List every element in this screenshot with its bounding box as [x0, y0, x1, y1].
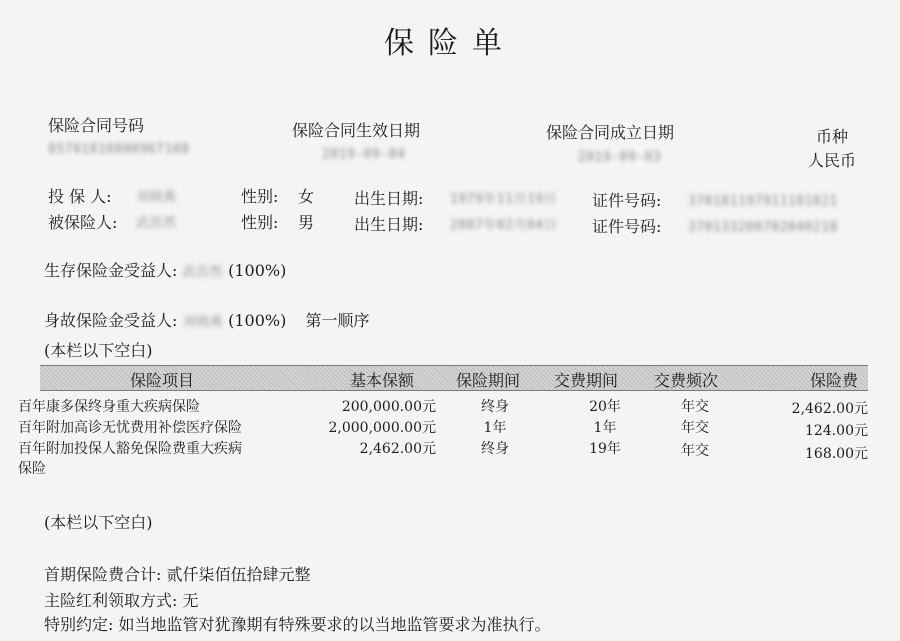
header-item: 保险项目	[130, 371, 195, 390]
special-agreement	[44, 612, 551, 635]
header-amount: 基本保额	[350, 371, 415, 390]
death-beneficiary-label: 身故保险金受益人:	[44, 311, 178, 330]
blank-note-bottom: (本栏以下空白)	[44, 513, 153, 532]
established-date-value: 2019-09-03	[578, 150, 662, 165]
row3-premium: 168.00元	[805, 446, 868, 462]
row3-item: 百年附加投保人豁免保险费重大疾病	[18, 441, 242, 457]
row2-amount: 2,000,000.00元	[328, 420, 436, 436]
header-premium: 保险费	[810, 371, 859, 390]
row2-period: 1年	[483, 420, 507, 436]
established-date-label: 保险合同成立日期	[546, 123, 675, 142]
insured-dob-label: 出生日期:	[354, 215, 424, 234]
insured-id-label: 证件号码:	[592, 217, 662, 236]
contract-number-value: 8570181080096T108	[48, 142, 190, 157]
row3-frequency: 年交	[681, 443, 709, 459]
header-period: 保险期间	[456, 371, 521, 390]
applicant-name: 刘晓燕	[136, 190, 177, 205]
applicant-id-label: 证件号码:	[592, 191, 662, 210]
row1-period: 终身	[481, 399, 509, 415]
first-premium-value: 贰仟柒佰伍拾肆元整	[166, 565, 311, 584]
row1-premium: 2,462.00元	[791, 401, 868, 417]
effective-date-value: 2019-09-04	[322, 147, 406, 162]
survival-beneficiary-share: (100%)	[228, 261, 287, 280]
survival-beneficiary-name: 武浩然	[182, 265, 224, 280]
applicant-dob: 1979年11月19日	[450, 192, 558, 207]
dividend-value: 无	[182, 591, 199, 610]
effective-date-label: 保险合同生效日期	[292, 121, 421, 140]
first-premium-total	[44, 562, 311, 585]
row2-item: 百年附加高诊无忧费用补偿医疗保险	[18, 420, 242, 436]
survival-beneficiary	[44, 258, 286, 281]
insured-gender: 男	[298, 213, 315, 232]
row1-pay-period: 20年	[589, 399, 621, 415]
row2-frequency: 年交	[681, 420, 709, 436]
insured-dob: 2007年02月04日	[450, 218, 558, 233]
row3-period: 终身	[481, 441, 509, 457]
blank-note-top: (本栏以下空白)	[44, 341, 153, 360]
row3-pay-period: 19年	[589, 441, 621, 457]
currency-value: 人民币	[808, 151, 857, 170]
dividend-label: 主险红利领取方式:	[44, 591, 178, 610]
special-agreement-value: 如当地监管对犹豫期有特殊要求的以当地监管要求为准执行。	[118, 615, 551, 634]
death-beneficiary-share: (100%)	[228, 311, 287, 330]
row1-frequency: 年交	[681, 399, 709, 415]
applicant-gender-label: 性别:	[241, 187, 279, 206]
row3-item-line2: 保险	[18, 461, 46, 477]
insured-gender-label: 性别:	[241, 213, 279, 232]
applicant-id: 370181197911181821	[688, 194, 838, 209]
row1-amount: 200,000.00元	[341, 399, 436, 415]
dividend-method	[44, 588, 199, 611]
death-beneficiary-order: 第一顺序	[305, 311, 370, 330]
death-beneficiary	[44, 308, 369, 331]
contract-number-label: 保险合同号码	[48, 116, 145, 135]
insured-name: 武浩然	[136, 216, 177, 231]
page-title: 保险单	[384, 26, 516, 61]
death-beneficiary-name: 刘晓燕	[182, 315, 224, 330]
row2-pay-period: 1年	[593, 420, 617, 436]
row1-item: 百年康多保终身重大疾病保险	[18, 399, 200, 415]
coverage-table-header	[40, 365, 868, 391]
row2-premium: 124.00元	[805, 423, 868, 439]
insured-id: 370133200702040218	[688, 220, 838, 235]
currency-label: 币种	[816, 127, 849, 146]
survival-beneficiary-label: 生存保险金受益人:	[44, 261, 178, 280]
header-frequency: 交费频次	[654, 371, 719, 390]
first-premium-label: 首期保险费合计:	[44, 565, 162, 584]
row3-amount: 2,462.00元	[359, 441, 436, 457]
applicant-label: 投 保 人:	[48, 187, 112, 206]
applicant-dob-label: 出生日期:	[354, 189, 424, 208]
special-agreement-label: 特别约定:	[44, 615, 114, 634]
applicant-gender: 女	[298, 187, 315, 206]
header-pay-period: 交费期间	[554, 371, 619, 390]
insured-label: 被保险人:	[48, 213, 118, 232]
